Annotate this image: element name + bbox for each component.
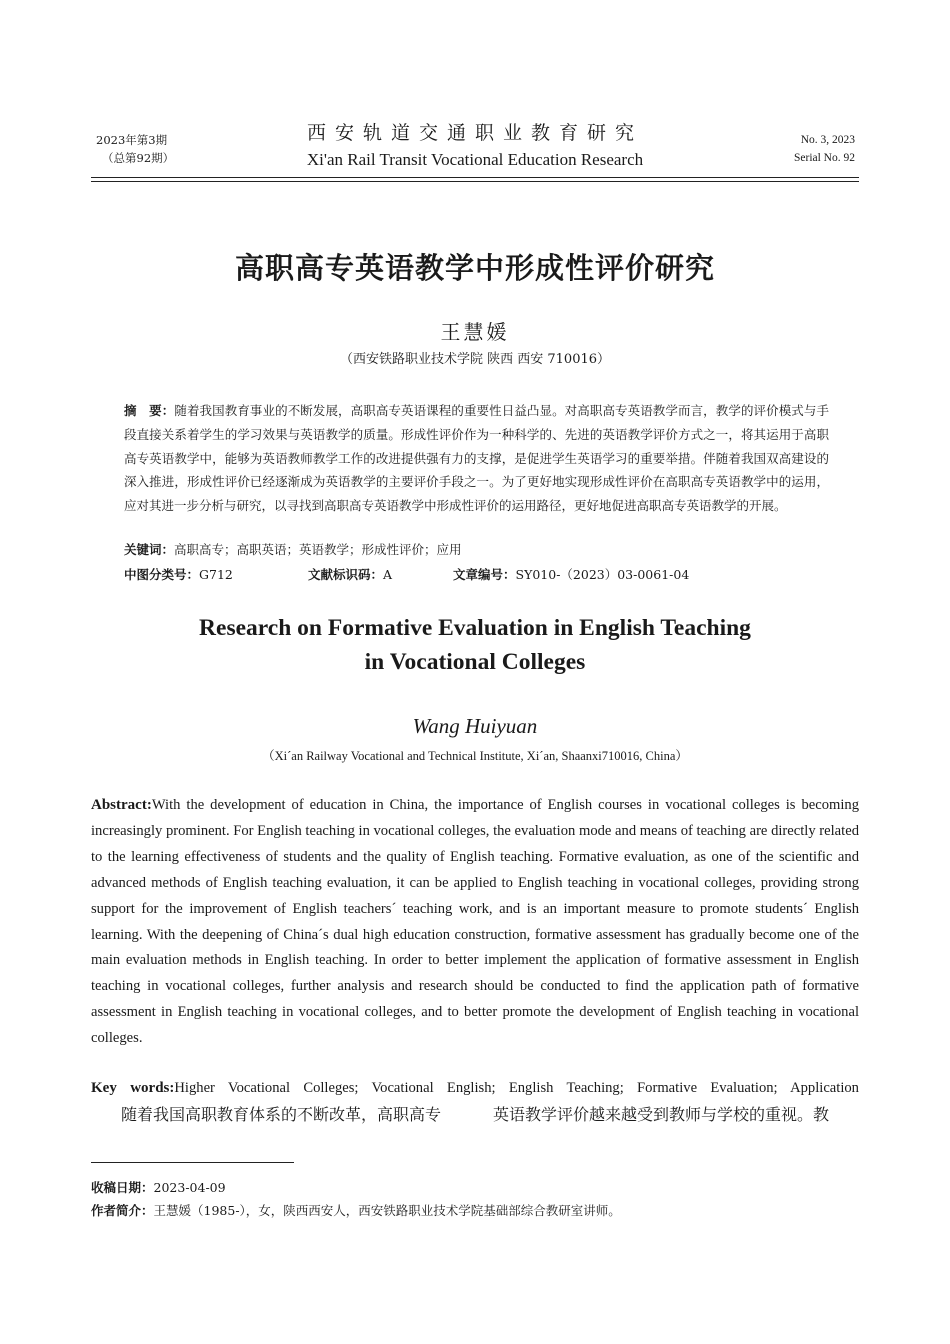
footnote-received (91, 1178, 226, 1198)
abstract-cn (124, 399, 829, 518)
footnote-rule (91, 1162, 294, 1163)
clc-value: G712 (199, 567, 233, 582)
body-column-left: 随着我国高职教育体系的不断改革，高职高专 (121, 1105, 442, 1124)
issue-info-en (794, 131, 855, 167)
keywords-cn (124, 540, 829, 560)
author-affiliation-en: （Xi´an Railway Vocational and Technical Institute, Xi´an, Shaanxi710016, China） (262, 749, 688, 763)
article-title-en-line2: in Vocational Colleges (364, 649, 586, 675)
body-column-right: 英语教学评价越来越受到教师与学校的重视。教 (493, 1105, 830, 1124)
journal-title-en: Xi'an Rail Transit Vocational Education Research (306, 150, 644, 169)
document-code-value: A (383, 567, 393, 582)
received-date: 2023-04-09 (153, 1180, 226, 1195)
author-bio-text: 王慧媛（1985-），女，陕西西安人，西安铁路职业技术学院基础部综合教研室讲师。 (153, 1203, 621, 1218)
clc-label: 中图分类号： (124, 567, 200, 582)
clc-number (124, 565, 233, 585)
author-affiliation-cn: （西安铁路职业技术学院 陕西 西安 710016） (339, 352, 611, 367)
abstract-en (91, 793, 859, 1052)
article-title-en (0, 611, 950, 679)
article-title-cn: 高职高专英语教学中形成性评价研究 (234, 251, 715, 285)
abstract-label-cn: 摘 要： (124, 403, 175, 418)
keywords-text-en: Higher Vocational Colleges; Vocational English; English Teaching; Formative Evaluation; Application (174, 1080, 859, 1096)
abstract-label-en: Abstract: (91, 797, 152, 813)
author-name-en: Wang Huiyuan (412, 714, 538, 738)
header-rule-thin (91, 181, 859, 182)
header-rule-thick (91, 177, 859, 178)
author-name-cn: 王慧媛 (440, 320, 510, 344)
keywords-text-cn: 高职高专；高职英语；英语教学；形成性评价；应用 (174, 542, 462, 557)
abstract-text-en: With the development of education in China, the importance of English courses in vocational colleges is becoming increasingly prominent. For English teaching in vocational colleges, the evaluation mode and means of teaching are directly related to the learning effectiveness of students and the quality of English teaching. Formative evaluation, as one of the scientific and advanced methods of English teaching evaluation, it can be applied to English teaching in vocational colleges, providing strong support for the improvement of English teachers´ teaching work, and is an important measure to promote students´ English learning. With the deepening of China´s dual high education construction, formative assessment has gradually become one of the main evaluation methods in English teaching. In order to better implement the application of formative assessment in English teaching in vocational colleges, further analysis and research should be conducted to find the application path of formative assessment in English teaching in vocational colleges, and to better promote the development of English teaching in vocational colleges. (91, 797, 859, 1047)
issue-number-cn: 2023年第3期 (96, 133, 168, 147)
article-number-label: 文章编号： (453, 567, 516, 582)
author-bio-label: 作者简介： (91, 1203, 154, 1218)
article-number (453, 565, 689, 585)
journal-title-cn: 西安轨道交通职业教育研究 (306, 122, 643, 144)
keywords-en (91, 1076, 859, 1100)
abstract-text-cn: 随着我国教育事业的不断发展，高职高专英语课程的重要性日益凸显。对高职高专英语教学而言，教学的评价模式与手段直接关系着学生的学习效果与英语教学的质量。形成性评价作为一种科学的、先进的英语教学评价方式之一，将其运用于高职高专英语教学中，能够为英语教师教学工作的改进提供强有力的支撑，是促进学生英语学习的重要举措。伴随着我国双高建设的深入推进，形成性评价已经逐渐成为英语教学的主要评价手段之一。为了更好地实现形成性评价在高职高专英语教学中的运用，应对其进一步分析与研究，以寻找到高职高专英语教学中形成性评价的运用路径，更好地促进高职高专英语教学的开展。 (124, 403, 829, 514)
serial-number-cn: （总第92期） (102, 151, 175, 165)
received-label: 收稿日期： (91, 1180, 154, 1195)
serial-number-en: Serial No. 92 (793, 152, 855, 164)
document-code (308, 565, 392, 585)
document-code-label: 文献标识码： (308, 567, 384, 582)
article-title-en-line1: Research on Formative Evaluation in English Teaching (199, 615, 751, 641)
footnote-author-bio (91, 1201, 621, 1221)
keywords-label-en: Key words: (91, 1080, 175, 1096)
keywords-label-cn: 关键词： (124, 542, 175, 557)
article-number-value: SY010-（2023）03-0061-04 (515, 567, 690, 582)
issue-number-en: No. 3, 2023 (800, 134, 855, 146)
